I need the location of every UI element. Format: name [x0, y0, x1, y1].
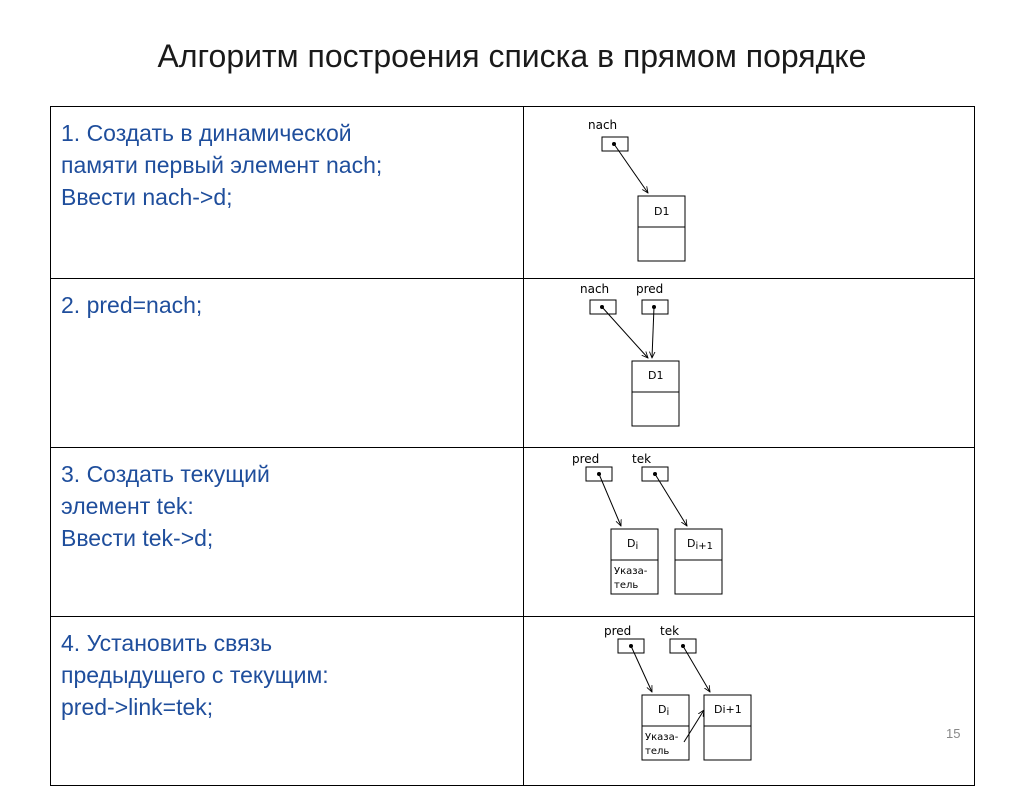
pointer-arrow [655, 474, 687, 526]
page-number: 15 [946, 726, 961, 741]
linked-list-diagram-3 [524, 448, 986, 609]
list-node [675, 529, 722, 594]
table-row [51, 107, 975, 279]
step-1-text [51, 107, 524, 279]
step-3-diagram [524, 448, 975, 617]
step-line: 1. Создать в динамической [61, 120, 352, 146]
pointer-arrow [652, 307, 654, 358]
step-line: pred->link=tek; [61, 694, 214, 720]
linked-list-diagram-4 [524, 617, 986, 778]
pointer-label-nach: nach [580, 282, 610, 296]
node-data-label: D1 [648, 369, 664, 382]
step-line: Ввести tek->d; [61, 525, 214, 551]
step-line: памяти первый элемент nach; [61, 152, 383, 178]
step-line: 3. Создать текущий [61, 461, 270, 487]
pointer-label-pred: pred [572, 452, 600, 466]
node-data-label: Di+1 [687, 537, 714, 552]
step-1-diagram [524, 107, 975, 279]
step-4-diagram [524, 617, 975, 786]
pointer-label-pred: pred [636, 282, 664, 296]
node-data-label: D1 [654, 205, 670, 218]
node-pointer-label: Указа- [645, 732, 679, 743]
linked-list-diagram-2 [524, 279, 986, 440]
algorithm-table [50, 106, 975, 786]
table-row [51, 279, 975, 448]
step-line: 4. Установить связь [61, 630, 273, 656]
slide-title: Алгоритм построения списка в прямом порядке [157, 38, 867, 74]
node-pointer-label: Указа- [614, 566, 648, 577]
step-2-diagram [524, 279, 975, 448]
pointer-label-pred: pred [604, 624, 632, 638]
step-4-text [51, 617, 524, 786]
pointer-label-tek: tek [660, 624, 680, 638]
pointer-label-tek: tek [632, 452, 652, 466]
node-data-label: Di [627, 537, 639, 552]
linked-list-diagram-1 [524, 107, 986, 268]
table-row [51, 617, 975, 786]
node-pointer-label: тель [614, 580, 639, 591]
node-data-label: Di [658, 703, 670, 718]
node-data-label: Di+1 [714, 703, 742, 716]
step-line: Ввести nach->d; [61, 184, 233, 210]
node-pointer-label: тель [645, 746, 670, 757]
step-3-text [51, 448, 524, 617]
step-line: предыдущего с текущим: [61, 662, 329, 688]
pointer-arrow [599, 474, 621, 526]
pointer-arrow [602, 307, 648, 358]
step-2-text [51, 279, 524, 448]
pointer-arrow [614, 144, 648, 193]
step-line: элемент tek: [61, 493, 194, 519]
step-line: 2. pred=nach; [61, 292, 203, 318]
pointer-label-nach: nach [588, 118, 618, 132]
table-row [51, 448, 975, 617]
